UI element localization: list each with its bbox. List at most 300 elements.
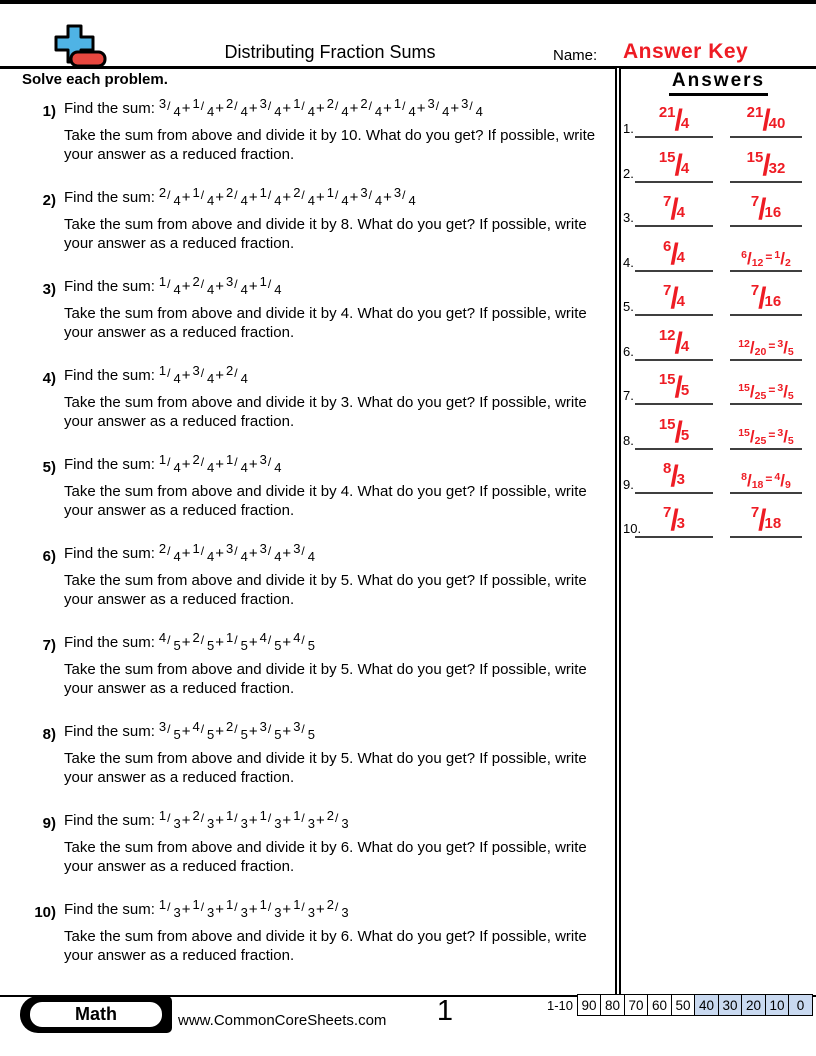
plus-sign: + — [349, 189, 359, 206]
fraction-denominator: 4 — [307, 104, 315, 119]
answer-fraction — [730, 148, 802, 184]
fraction-numerator: 1 — [259, 897, 267, 912]
answer-numerator: 7 — [750, 504, 760, 522]
answer-denominator: 16 — [764, 293, 782, 311]
problem-body — [64, 808, 612, 876]
fraction-slash: / — [167, 366, 171, 380]
problem-fractions — [158, 452, 282, 475]
fraction-slash: / — [301, 99, 305, 113]
page-number: 1 — [436, 995, 454, 1027]
plus-sign: + — [215, 812, 225, 829]
fraction-term — [226, 363, 248, 386]
answer-numerator: 12 — [738, 337, 750, 350]
problem-instruction: Take the sum from above and divide it by 4. What do you get? If possible, write your answer as a reduced fraction. — [64, 305, 587, 341]
fraction-slash: / — [234, 900, 238, 914]
fraction-slash: / — [335, 900, 339, 914]
answer-number: 5. — [623, 299, 634, 315]
answer-fraction — [635, 504, 713, 539]
answer-blank-first — [635, 234, 713, 272]
problem-fractions — [158, 274, 282, 297]
fraction-term — [226, 897, 260, 920]
answer-denominator: 18 — [764, 515, 782, 533]
answers-panel-header — [621, 70, 816, 96]
answer-number: 8. — [623, 432, 634, 448]
problem-fractions — [158, 96, 483, 119]
fraction-numerator: 2 — [326, 897, 334, 912]
problem-lead-text: Find the sum: — [64, 634, 155, 651]
answer-denominator: 4 — [676, 293, 686, 311]
plus-sign: + — [383, 189, 392, 206]
answer-denominator: 40 — [768, 115, 786, 133]
fraction-numerator: 2 — [226, 96, 234, 111]
fraction-slash: / — [301, 544, 305, 558]
answer-slash: / — [670, 459, 678, 493]
fraction-slash: / — [267, 633, 272, 647]
fraction-denominator: 4 — [207, 371, 215, 386]
fraction-term — [259, 541, 294, 564]
answer-denominator: 16 — [764, 204, 782, 222]
fraction-numerator: 1 — [326, 185, 334, 200]
answer-reduced-equation — [730, 426, 802, 447]
fraction-slash: / — [200, 99, 205, 113]
fraction-numerator: 4 — [259, 630, 267, 645]
answer-numerator: 6 — [662, 237, 672, 255]
fraction-term — [461, 96, 483, 119]
plus-sign: + — [181, 456, 191, 473]
problem-item — [24, 897, 612, 990]
fraction-denominator: 5 — [207, 638, 215, 653]
fraction-denominator: 5 — [307, 727, 315, 742]
fraction-term — [293, 630, 315, 653]
fraction-denominator: 3 — [341, 816, 349, 831]
fraction-denominator: 4 — [207, 104, 215, 119]
plus-sign: + — [181, 723, 191, 740]
fraction-term — [226, 185, 260, 208]
plus-sign: + — [248, 545, 258, 562]
plus-sign: + — [316, 812, 325, 829]
plus-sign: + — [215, 100, 225, 117]
answer-denominator: 12 — [751, 256, 764, 269]
answer-denominator: 18 — [751, 478, 764, 491]
answer-numerator: 15 — [738, 382, 750, 395]
reduced-denominator: 2 — [785, 256, 791, 269]
score-cell: 60 — [647, 994, 672, 1016]
answer-row — [621, 272, 816, 316]
answer-number: 10. — [623, 521, 642, 537]
fraction-term — [192, 897, 226, 920]
fraction-term — [259, 96, 294, 119]
fraction-numerator: 1 — [158, 897, 167, 912]
plus-sign: + — [248, 278, 258, 295]
fraction-term — [326, 96, 361, 119]
header-divider-line — [0, 66, 816, 69]
fraction-denominator: 3 — [173, 816, 181, 831]
fraction-numerator: 3 — [293, 541, 301, 556]
plus-sign: + — [248, 812, 258, 829]
problem-item — [24, 808, 612, 901]
fraction-denominator: 3 — [240, 905, 248, 920]
fraction-denominator: 3 — [173, 905, 181, 920]
fraction-slash: / — [200, 277, 205, 291]
problem-number: 10) — [34, 904, 56, 921]
answer-fraction — [730, 104, 802, 139]
fraction-slash: / — [234, 277, 238, 291]
answer-numerator: 15 — [658, 371, 676, 389]
reduced-slash: / — [780, 248, 785, 268]
fraction-slash: / — [368, 188, 372, 202]
answer-slash: / — [762, 148, 770, 182]
problem-fractions — [158, 897, 349, 920]
fraction-numerator: 3 — [259, 452, 267, 467]
problem-sum-line — [64, 808, 612, 838]
fraction-denominator: 3 — [274, 905, 282, 920]
fraction-denominator: 4 — [307, 193, 315, 208]
fraction-numerator: 1 — [192, 185, 200, 200]
fraction-slash: / — [167, 188, 171, 202]
plus-sign: + — [282, 812, 292, 829]
fraction-term — [226, 541, 260, 564]
problem-item — [24, 719, 612, 812]
problem-instruction: Take the sum from above and divide it by 4. What do you get? If possible, write your answer as a reduced fraction. — [64, 483, 587, 519]
score-cells — [578, 994, 813, 1016]
answer-numerator: 8 — [741, 470, 747, 483]
fraction-term — [293, 185, 327, 208]
fraction-term — [158, 96, 193, 119]
problem-item — [24, 185, 612, 278]
answer-blank-second — [730, 145, 802, 183]
answers-list — [621, 94, 816, 538]
problem-fractions — [158, 185, 416, 208]
answer-blank-second — [730, 412, 802, 450]
answer-fraction — [635, 237, 713, 273]
fraction-denominator: 3 — [207, 905, 215, 920]
plus-sign: + — [316, 189, 325, 206]
fraction-denominator: 4 — [274, 460, 282, 475]
plus-sign: + — [248, 723, 258, 740]
plus-sign: + — [181, 634, 191, 651]
answer-blank-second — [730, 278, 802, 316]
fraction-term — [293, 897, 327, 920]
answer-denominator: 4 — [676, 248, 686, 266]
answer-number: 2. — [623, 165, 634, 181]
fraction-term — [192, 541, 226, 564]
problem-body — [64, 185, 612, 253]
fraction-term — [226, 719, 260, 742]
fraction-numerator: 2 — [192, 808, 200, 823]
plus-sign: + — [215, 901, 225, 918]
fraction-term — [293, 808, 327, 831]
answer-numerator: 7 — [662, 282, 672, 300]
problem-fractions — [158, 541, 315, 564]
problem-body — [64, 274, 612, 342]
answer-number: 6. — [623, 343, 634, 359]
answer-reduced-equation — [730, 337, 802, 358]
fraction-slash: / — [435, 99, 440, 113]
plus-sign: + — [215, 545, 225, 562]
answer-denominator: 25 — [754, 434, 767, 447]
score-cell: 10 — [765, 994, 790, 1016]
reduced-denominator: 9 — [785, 478, 791, 491]
fraction-slash: / — [267, 900, 272, 914]
fraction-slash: / — [200, 188, 205, 202]
score-cell: 90 — [577, 994, 602, 1016]
answer-number: 4. — [623, 254, 634, 270]
fraction-slash: / — [200, 455, 205, 469]
fraction-slash: / — [335, 188, 339, 202]
fraction-numerator: 3 — [226, 541, 234, 556]
problem-sum-line — [64, 541, 612, 571]
fraction-numerator: 1 — [192, 897, 200, 912]
reduced-numerator: 3 — [777, 426, 784, 439]
problems-list — [24, 96, 612, 990]
fraction-slash: / — [267, 722, 272, 736]
fraction-term — [259, 630, 294, 653]
page-top-edge — [0, 0, 816, 4]
answer-blank-first — [635, 323, 713, 361]
fraction-denominator: 4 — [173, 282, 181, 297]
problem-fractions — [158, 363, 248, 386]
fraction-term — [192, 185, 226, 208]
fraction-slash: / — [402, 99, 406, 113]
fraction-slash: / — [469, 99, 473, 113]
fraction-denominator: 4 — [307, 549, 315, 564]
fraction-numerator: 3 — [259, 719, 267, 734]
answer-fraction — [635, 148, 713, 184]
fraction-numerator: 2 — [192, 452, 200, 467]
fraction-numerator: 1 — [293, 897, 301, 912]
fraction-denominator: 4 — [173, 460, 181, 475]
plus-sign: + — [215, 456, 225, 473]
fraction-denominator: 5 — [307, 638, 315, 653]
problem-instruction: Take the sum from above and divide it by 5. What do you get? If possible, write your answer as a reduced fraction. — [64, 750, 587, 786]
fraction-denominator: 4 — [173, 104, 181, 119]
problem-fractions — [158, 719, 315, 742]
fraction-numerator: 1 — [158, 452, 167, 467]
plus-sign: + — [248, 634, 258, 651]
answer-slash: / — [746, 470, 752, 490]
problem-body — [64, 897, 612, 965]
fraction-numerator: 2 — [360, 96, 368, 111]
plus-sign: + — [215, 278, 225, 295]
fraction-term — [192, 452, 226, 475]
fraction-slash: / — [234, 544, 238, 558]
problem-sum-line — [64, 274, 612, 304]
answer-row — [621, 405, 816, 449]
fraction-denominator: 4 — [207, 549, 215, 564]
fraction-slash: / — [301, 900, 305, 914]
fraction-numerator: 2 — [293, 185, 301, 200]
equals-sign: = — [768, 338, 776, 353]
problem-instruction: Take the sum from above and divide it by 6. What do you get? If possible, write your answer as a reduced fraction. — [64, 839, 587, 875]
answer-blank-second — [730, 456, 802, 494]
problem-body — [64, 719, 612, 787]
fraction-slash: / — [200, 900, 205, 914]
fraction-numerator: 1 — [192, 541, 200, 556]
plus-sign: + — [181, 812, 191, 829]
problem-lead-text: Find the sum: — [64, 189, 155, 206]
answer-denominator: 4 — [680, 159, 690, 177]
fraction-slash: / — [335, 811, 339, 825]
fraction-denominator: 3 — [307, 816, 315, 831]
equals-sign: = — [768, 427, 776, 442]
fraction-denominator: 3 — [274, 816, 282, 831]
fraction-denominator: 3 — [341, 905, 349, 920]
answer-numerator: 21 — [658, 104, 676, 122]
plus-sign: + — [248, 901, 258, 918]
fraction-slash: / — [167, 900, 171, 914]
problem-item — [24, 452, 612, 545]
problem-fractions — [158, 808, 349, 831]
problem-lead-text: Find the sum: — [64, 278, 155, 295]
fraction-term — [158, 541, 193, 564]
fraction-numerator: 1 — [293, 808, 301, 823]
fraction-term — [192, 274, 226, 297]
problem-number: 3) — [42, 281, 56, 298]
fraction-term — [158, 274, 193, 297]
problem-item — [24, 541, 612, 634]
plus-sign: + — [349, 100, 359, 117]
answer-fraction — [730, 282, 802, 317]
fraction-term — [192, 808, 226, 831]
fraction-term — [158, 897, 193, 920]
fraction-numerator: 2 — [226, 719, 234, 734]
answer-slash: / — [762, 104, 770, 138]
fraction-term — [259, 452, 282, 475]
fraction-term — [360, 96, 394, 119]
fraction-denominator: 4 — [274, 282, 282, 297]
problem-lead-text: Find the sum: — [64, 100, 155, 117]
answer-row — [621, 138, 816, 182]
fraction-numerator: 3 — [259, 541, 267, 556]
problem-item — [24, 274, 612, 367]
fraction-term — [259, 808, 294, 831]
fraction-term — [192, 96, 226, 119]
score-cell: 0 — [788, 994, 813, 1016]
fraction-denominator: 4 — [240, 460, 248, 475]
reduced-slash: / — [783, 426, 788, 446]
answer-fraction — [635, 415, 713, 451]
answer-denominator: 4 — [680, 115, 690, 133]
fraction-slash: / — [167, 722, 171, 736]
answer-blank-first — [635, 100, 713, 138]
fraction-slash: / — [200, 811, 205, 825]
plus-sign: + — [383, 100, 392, 117]
answer-slash: / — [758, 193, 766, 227]
problem-item — [24, 363, 612, 456]
fraction-term — [158, 808, 193, 831]
fraction-denominator: 5 — [274, 638, 282, 653]
fraction-term — [259, 719, 294, 742]
fraction-numerator: 1 — [158, 363, 167, 378]
fraction-numerator: 3 — [393, 185, 402, 200]
answer-denominator: 5 — [680, 426, 690, 444]
fraction-slash: / — [301, 722, 305, 736]
fraction-denominator: 4 — [173, 193, 181, 208]
plus-sign: + — [282, 901, 292, 918]
answer-slash: / — [758, 504, 766, 538]
problem-lead-text: Find the sum: — [64, 723, 155, 740]
fraction-numerator: 2 — [326, 96, 334, 111]
fraction-term — [393, 185, 416, 208]
fraction-numerator: 3 — [158, 96, 167, 111]
fraction-slash: / — [234, 188, 238, 202]
fraction-denominator: 4 — [341, 193, 349, 208]
fraction-denominator: 4 — [374, 193, 383, 208]
fraction-term — [326, 897, 349, 920]
fraction-denominator: 5 — [240, 727, 248, 742]
reduced-denominator: 5 — [787, 390, 794, 403]
fraction-denominator: 4 — [274, 104, 282, 119]
answer-row — [621, 227, 816, 271]
plus-sign: + — [215, 367, 225, 384]
problem-body — [64, 452, 612, 520]
fraction-denominator: 5 — [240, 638, 248, 653]
answer-blank-first — [635, 189, 713, 227]
fraction-slash: / — [167, 277, 171, 291]
answer-blank-first — [635, 500, 713, 538]
reduced-slash: / — [783, 337, 788, 357]
answer-blank-first — [635, 367, 713, 405]
fraction-slash: / — [200, 544, 205, 558]
fraction-slash: / — [267, 455, 272, 469]
problem-item — [24, 96, 612, 189]
problem-item — [24, 630, 612, 723]
answer-number: 9. — [623, 476, 634, 492]
fraction-slash: / — [335, 99, 339, 113]
answer-numerator: 15 — [658, 148, 676, 166]
fraction-slash: / — [234, 633, 238, 647]
fraction-term — [427, 96, 462, 119]
answer-row — [621, 361, 816, 405]
fraction-denominator: 4 — [207, 460, 215, 475]
fraction-slash: / — [167, 99, 171, 113]
fraction-numerator: 1 — [192, 96, 200, 111]
fraction-denominator: 4 — [240, 104, 248, 119]
answer-denominator: 32 — [768, 159, 786, 177]
plus-sign: + — [181, 189, 191, 206]
plus-sign: + — [450, 100, 460, 117]
answer-reduced-equation — [730, 248, 802, 269]
reduced-slash: / — [780, 470, 785, 490]
fraction-numerator: 1 — [158, 808, 167, 823]
fraction-numerator: 3 — [158, 719, 167, 734]
answer-numerator: 8 — [662, 459, 672, 477]
fraction-numerator: 2 — [326, 808, 334, 823]
fraction-denominator: 3 — [207, 816, 215, 831]
fraction-denominator: 4 — [240, 193, 248, 208]
subject-badge-label: Math — [28, 1000, 164, 1029]
fraction-term — [259, 897, 294, 920]
answer-blank-second — [730, 234, 802, 272]
fraction-term — [226, 452, 260, 475]
fraction-numerator: 1 — [158, 274, 167, 289]
plus-sign: + — [248, 456, 258, 473]
answer-row — [621, 450, 816, 494]
reduced-denominator: 5 — [787, 434, 794, 447]
fraction-term — [158, 452, 193, 475]
problem-instruction: Take the sum from above and divide it by 5. What do you get? If possible, write your answer as a reduced fraction. — [64, 572, 587, 608]
fraction-slash: / — [200, 633, 205, 647]
fraction-slash: / — [301, 188, 305, 202]
plus-sign: + — [248, 100, 258, 117]
fraction-slash: / — [167, 633, 171, 647]
answer-slash: / — [670, 237, 678, 271]
problem-number: 7) — [42, 637, 56, 654]
fraction-numerator: 4 — [192, 719, 200, 734]
reduced-denominator: 5 — [787, 345, 794, 358]
score-cell: 40 — [694, 994, 719, 1016]
plus-sign: + — [215, 634, 225, 651]
